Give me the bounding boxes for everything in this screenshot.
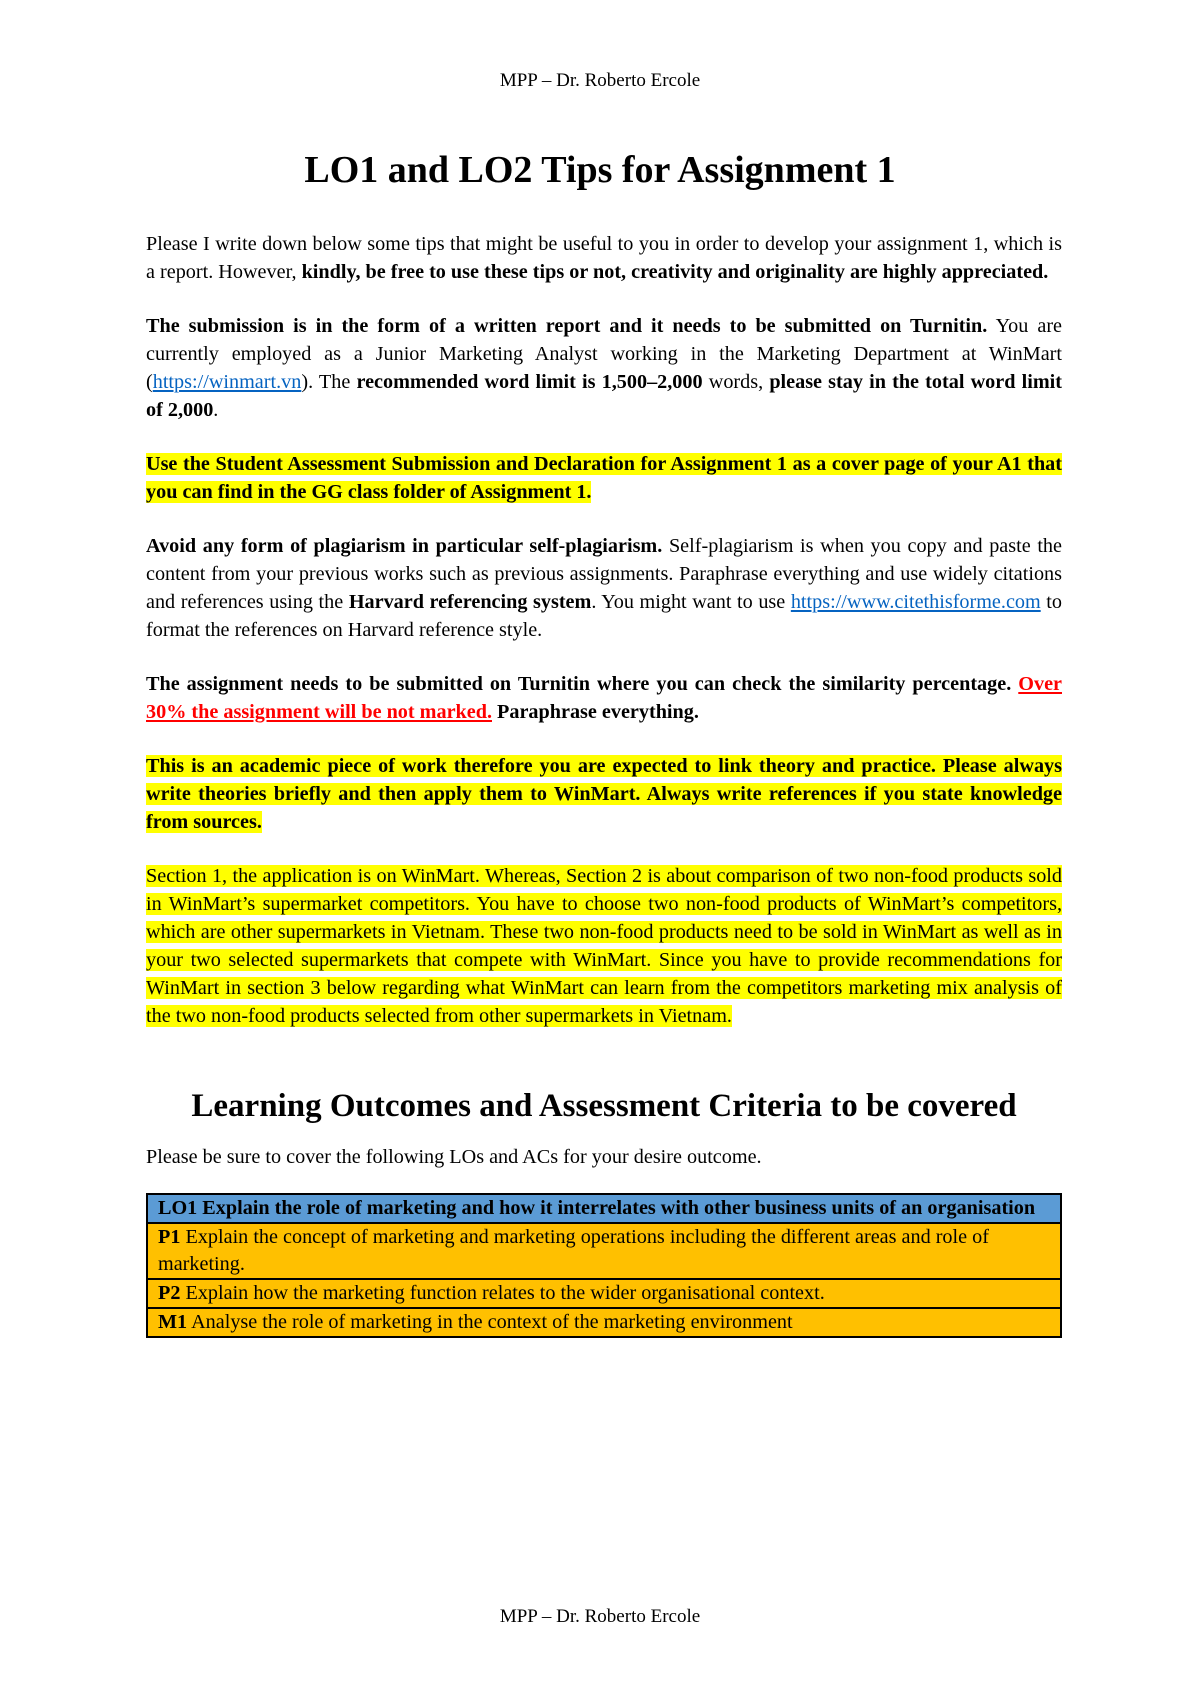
criteria-code: P1 [158,1226,181,1248]
document-title: LO1 and LO2 Tips for Assignment 1 [304,149,896,191]
citethisforme-link[interactable]: https://www.citethisforme.com [790,591,1041,613]
cover-page-note: Use the Student Assessment Submission and Declaration for Assignment 1 as a cover page of your A1 that you can find in the GG class folder of Assignment 1. [146,453,1062,503]
table-row [147,1308,1061,1337]
lo1-cell: LO1 Explain the role of marketing and how it interrelates with other business units of an organisation [147,1194,1061,1223]
page-header: MPP – Dr. Roberto Ercole [499,70,701,91]
plagiarism-text-2: . You might want to use [591,591,791,613]
word-limit-bold: recommended word limit is 1,500–2,000 [356,371,703,393]
plagiarism-text-3: to format the references on Harvard reference style. [146,591,1062,641]
similarity-warning: Over 30% the assignment will be not marked. [146,673,1062,723]
total-limit-bold: please stay in the total word limit of 2,000 [146,371,1062,421]
learning-outcomes-intro: Please be sure to cover the following LOs and ACs for your desire outcome. [146,1146,762,1168]
academic-note: This is an academic piece of work therefore you are expected to link theory and practice. Please always write theories briefly and then apply them to WinMart. Always write references if you state knowledge from sources. [146,755,1062,833]
turnitin-paragraph [146,670,1062,726]
document-body [146,230,1062,1338]
criteria-text: Analyse the role of marketing in the context of the marketing environment [187,1311,793,1333]
turnitin-bold: The assignment needs to be submitted on Turnitin where you can check the similarity percentage. [146,673,1019,695]
learning-outcomes-heading: Learning Outcomes and Assessment Criteria to be covered [191,1088,1017,1124]
sections-paragraph [146,862,1062,1030]
submission-text: You are currently employed as a Junior Marketing Analyst working in the Marketing Department at WinMart ( [146,315,1062,393]
intro-paragraph [146,230,1062,286]
intro-text: Please I write down below some tips that might be useful to you in order to develop your assignment 1, which is a report. However, [146,233,1062,283]
m1-cell [147,1308,1061,1337]
p1-cell [147,1223,1061,1279]
criteria-text: Explain the concept of marketing and marketing operations including the different areas and role of marketing. [158,1226,989,1275]
plagiarism-bold: Avoid any form of plagiarism in particular self-plagiarism. [146,535,663,557]
table-row [147,1194,1061,1223]
winmart-link[interactable]: https://winmart.vn [152,371,302,393]
paraphrase-bold: Paraphrase everything. [492,701,699,723]
plagiarism-text: Self-plagiarism is when you copy and paste the content from your previous works such as previous assignments. Paraphrase everything and use widely citations and references using the [146,535,1062,613]
submission-paragraph [146,312,1062,424]
submission-text-4: . [213,399,219,421]
criteria-code: M1 [158,1311,188,1333]
sections-note: Section 1, the application is on WinMart. Whereas, Section 2 is about comparison of two non-food products sold in WinMart’s supermarket competitors. You have to choose two non-food products of WinMart’s competitors, which are other supermarkets in Vietnam. These two non-food products need to be sold in WinMart as well as in your two selected supermarkets that compete with WinMart. Since you have to provide recommendations for WinMart in section 3 below regarding what WinMart can learn from the competitors marketing mix analysis of the two non-food products selected from other supermarkets in Vietnam. [146,865,1062,1027]
page-footer: MPP – Dr. Roberto Ercole [499,1606,701,1627]
submission-bold: The submission is in the form of a written report and it needs to be submitted on Turnitin. [146,315,988,337]
harvard-bold: Harvard referencing system [348,591,592,613]
intro-bold: kindly, be free to use these tips or not, creativity and originality are highly appreciated. [301,261,1049,283]
submission-text-2: ). The [301,371,357,393]
p2-cell [147,1279,1061,1308]
table-row [147,1279,1061,1308]
learning-outcomes-table [146,1193,1062,1338]
submission-text-3: words, [702,371,770,393]
criteria-code: P2 [158,1282,181,1304]
cover-page-paragraph [146,450,1062,506]
plagiarism-paragraph [146,532,1062,644]
table-row [147,1223,1061,1279]
criteria-text: Explain how the marketing function relates to the wider organisational context. [180,1282,825,1304]
academic-paragraph [146,752,1062,836]
